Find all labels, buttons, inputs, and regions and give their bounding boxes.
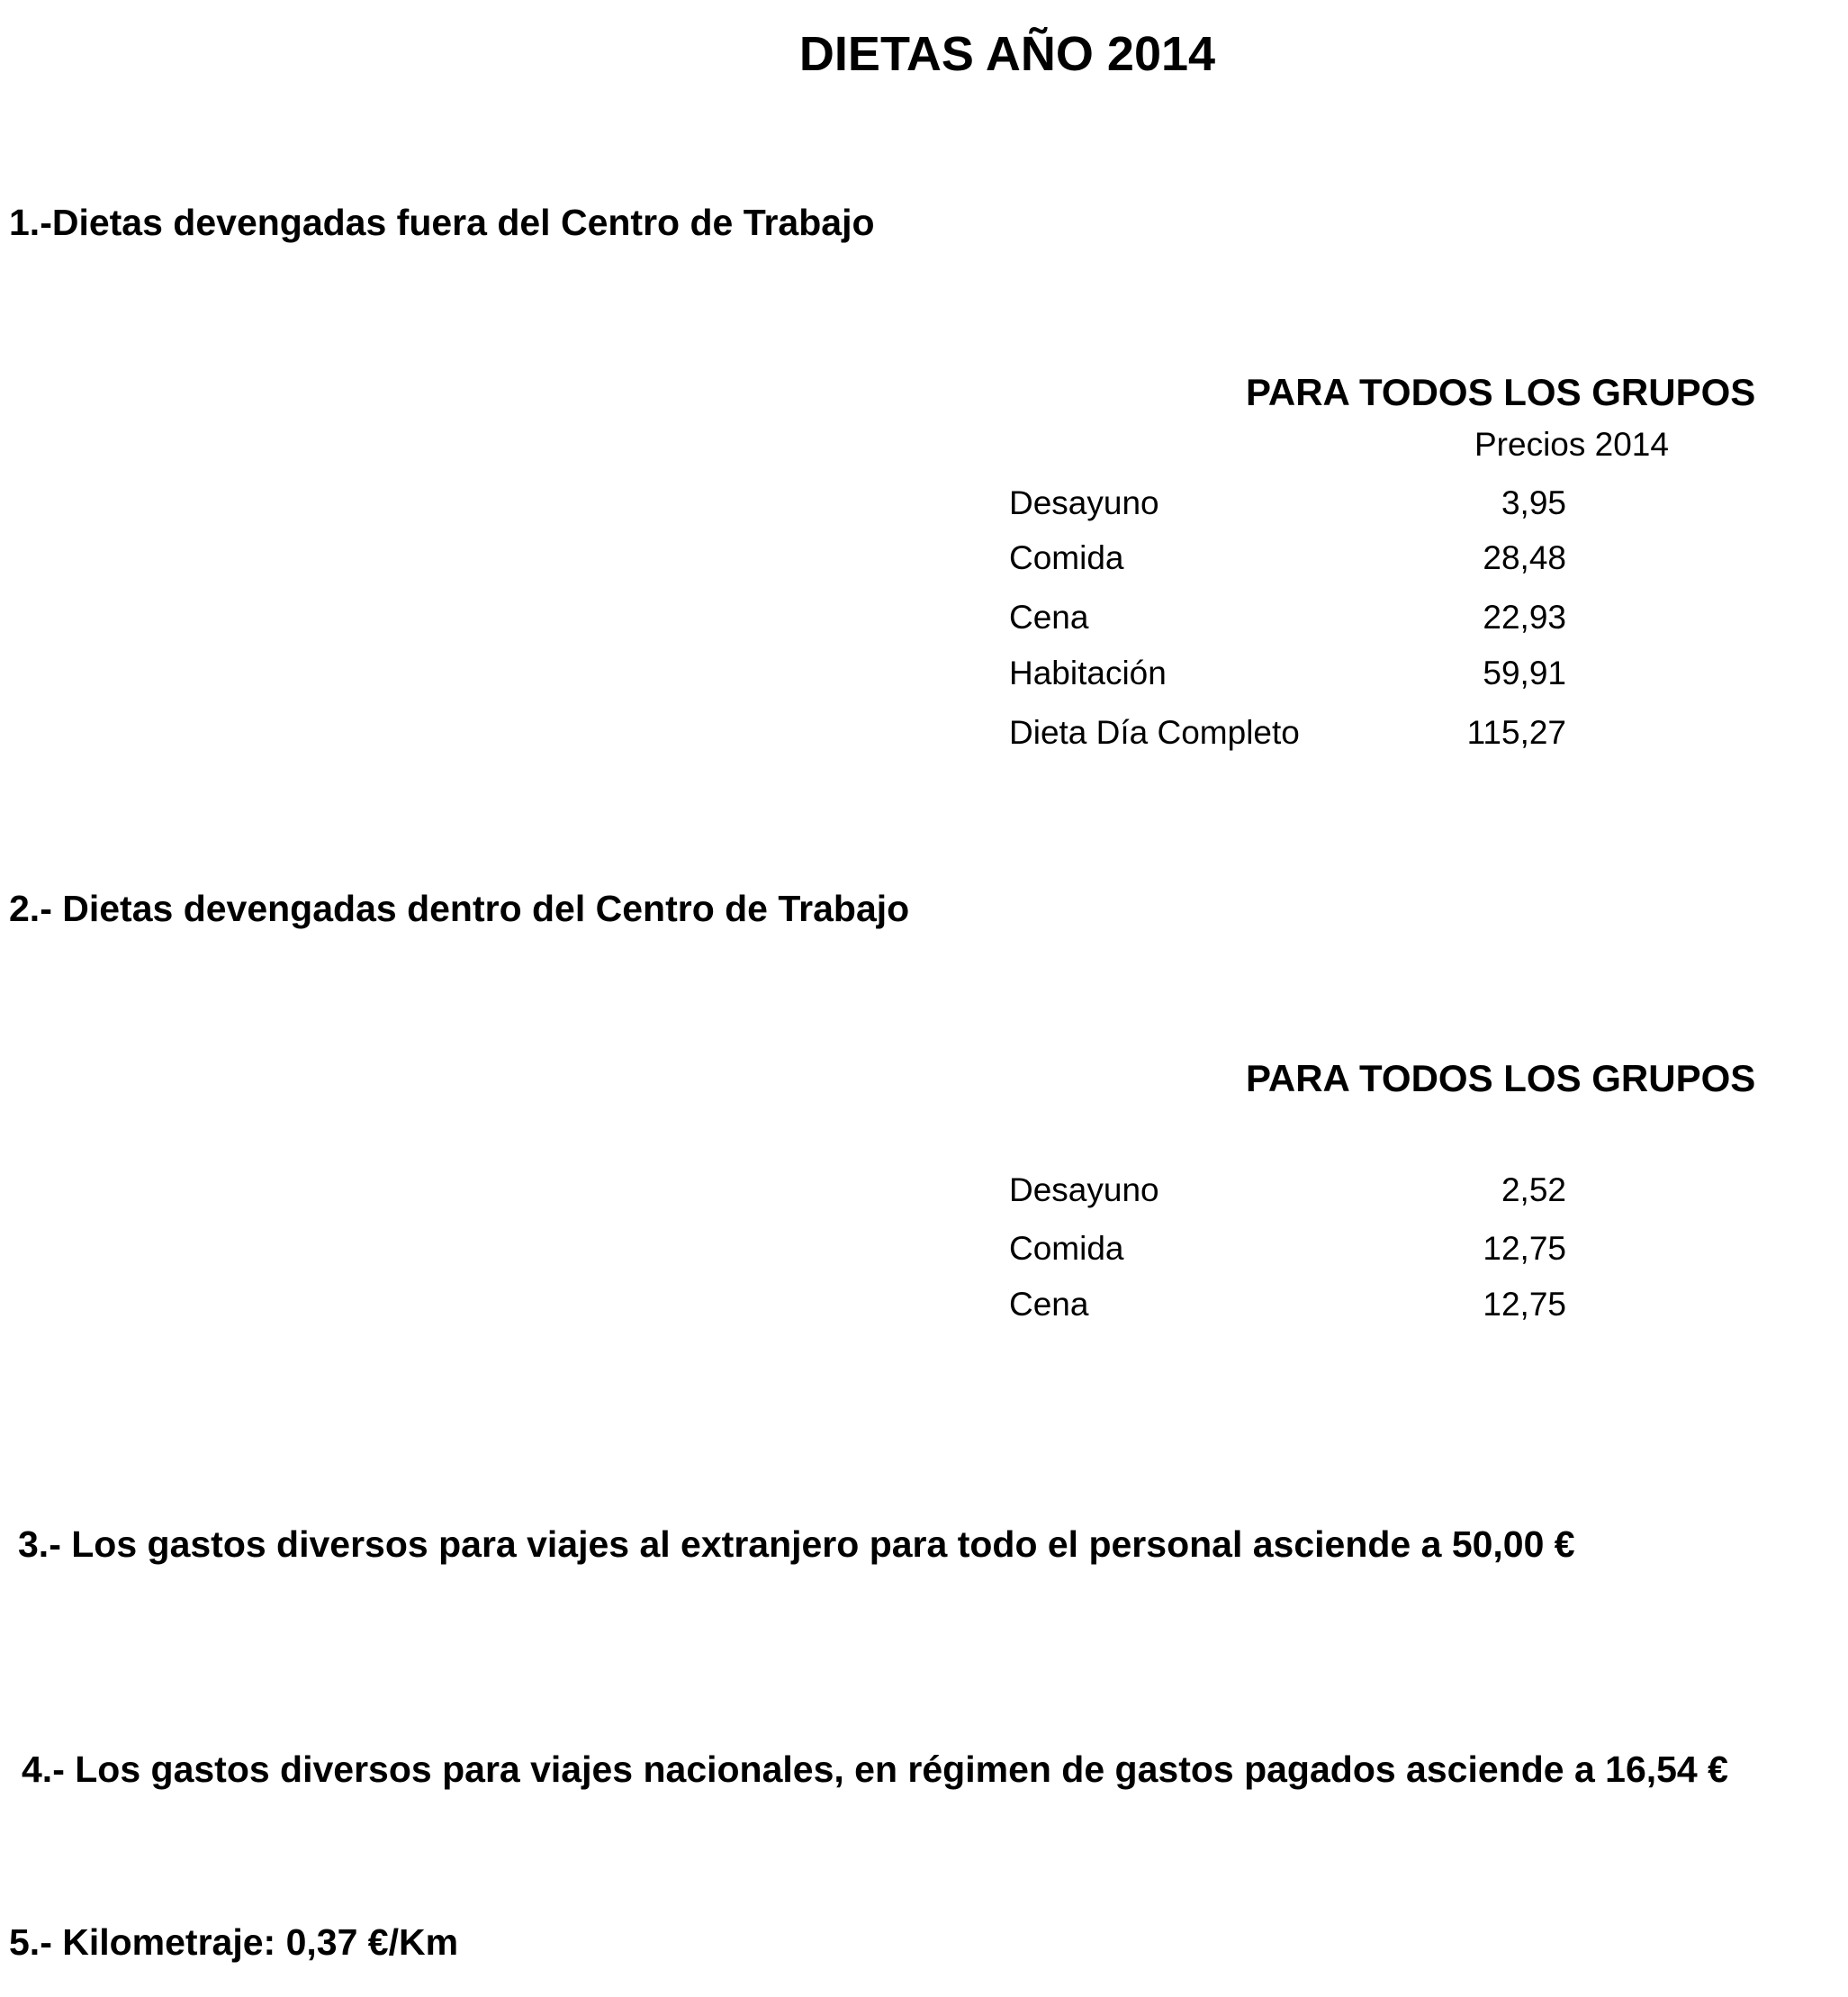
row-label: Desayuno <box>1009 484 1159 521</box>
section-1-price-column-header: Precios 2014 <box>1474 426 1669 463</box>
section-2-heading: 2.- Dietas devengadas dentro del Centro de Trabajo <box>9 888 910 929</box>
row-value: 2,52 <box>1501 1171 1566 1208</box>
row-value: 12,75 <box>1483 1230 1566 1267</box>
row-value: 115,27 <box>1466 714 1566 751</box>
section-2-group-heading: PARA TODOS LOS GRUPOS <box>1246 1057 1756 1099</box>
section-3-text: 3.- Los gastos diversos para viajes al extranjero para todo el personal asciende a 50,00 € <box>18 1523 1575 1565</box>
row-label: Comida <box>1009 539 1124 576</box>
row-value: 3,95 <box>1501 484 1566 521</box>
row-label: Habitación <box>1009 655 1167 691</box>
row-label: Dieta Día Completo <box>1009 714 1300 751</box>
row-value: 28,48 <box>1483 539 1566 576</box>
page-title: DIETAS AÑO 2014 <box>798 27 1216 81</box>
row-label: Desayuno <box>1009 1171 1159 1208</box>
row-value: 22,93 <box>1483 599 1566 636</box>
row-value: 59,91 <box>1483 655 1566 691</box>
section-4-text: 4.- Los gastos diversos para viajes nacionales, en régimen de gastos pagados asciende a 16,54 € <box>22 1749 1728 1790</box>
row-value: 12,75 <box>1483 1286 1566 1323</box>
section-1-group-heading: PARA TODOS LOS GRUPOS <box>1246 371 1756 413</box>
row-label: Comida <box>1009 1230 1124 1267</box>
section-1-heading: 1.-Dietas devengadas fuera del Centro de Trabajo <box>9 202 875 243</box>
row-label: Cena <box>1009 599 1089 636</box>
row-label: Cena <box>1009 1286 1089 1323</box>
section-5-text: 5.- Kilometraje: 0,37 €/Km <box>9 1921 459 1963</box>
